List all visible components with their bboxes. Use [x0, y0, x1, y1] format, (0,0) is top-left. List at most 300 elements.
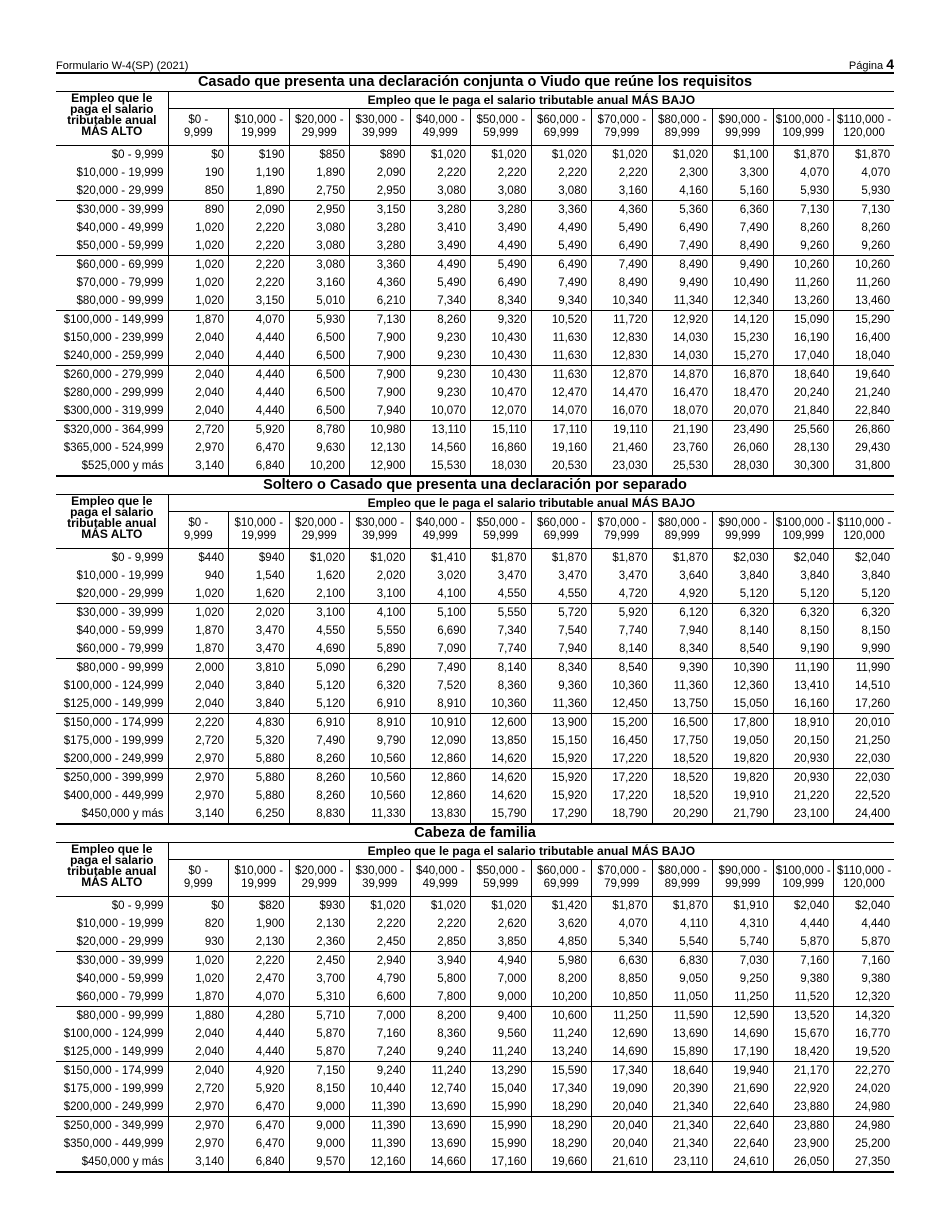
table-cell: 9,340 [531, 292, 592, 311]
table-cell: 2,040 [168, 695, 229, 714]
table-cell: 20,150 [773, 732, 834, 750]
table-cell: 13,520 [773, 1007, 834, 1026]
table-cell: 3,160 [592, 182, 653, 201]
table-cell: 4,100 [410, 585, 471, 604]
table-cell: 7,130 [350, 311, 411, 330]
table-cell: 14,560 [410, 439, 471, 457]
table-cell: 11,240 [531, 1025, 592, 1043]
table-cell: $1,020 [410, 146, 471, 165]
table-cell: 8,340 [652, 640, 713, 659]
table-cell: 14,120 [713, 311, 774, 330]
table-cell: $2,040 [854, 552, 891, 564]
column-header [834, 512, 895, 549]
column-header-line: $80,000 - [657, 517, 707, 529]
table-cell: 2,970 [168, 769, 229, 788]
column-header-line: 9,999 [183, 878, 213, 890]
table-cell: 9,050 [652, 970, 713, 988]
table-cell: 4,550 [471, 585, 532, 604]
column-header [713, 109, 774, 146]
table-cell: 4,110 [652, 915, 713, 933]
column-header-line: $80,000 - [657, 114, 707, 126]
table-cell: $930 [289, 897, 350, 916]
table-cell: 15,530 [410, 457, 471, 476]
page-header [56, 54, 894, 74]
row-label: $60,000 - 79,999 [56, 988, 168, 1007]
table-row [56, 219, 894, 237]
row-label: $400,000 - 449,999 [56, 787, 168, 805]
table-cell: 12,830 [592, 329, 653, 347]
table-cell: 8,260 [289, 750, 350, 769]
row-label: $125,000 - 149,999 [56, 695, 168, 714]
table-cell: 8,260 [773, 219, 834, 237]
table-cell: 18,290 [531, 1117, 592, 1136]
column-header [531, 860, 592, 897]
table-cell: 13,410 [773, 677, 834, 695]
table-cell: 7,340 [410, 292, 471, 311]
table-cell: 8,150 [289, 1080, 350, 1098]
table-row [56, 1098, 894, 1117]
table-cell: 10,490 [713, 274, 774, 292]
table-cell: 7,150 [289, 1062, 350, 1081]
column-header-line: 99,999 [725, 878, 761, 890]
table-cell: 2,970 [168, 750, 229, 769]
table-cell: 6,470 [229, 1117, 290, 1136]
column-header-line: 19,999 [241, 530, 277, 542]
table-row [56, 1062, 894, 1081]
table-cell: $190 [229, 146, 290, 165]
table-cell: 4,490 [410, 256, 471, 275]
table-cell: 6,910 [289, 714, 350, 733]
table-cell: 3,700 [289, 970, 350, 988]
row-label: $10,000 - 19,999 [56, 915, 168, 933]
table-cell: 14,620 [471, 750, 532, 769]
table-cell: 12,860 [410, 769, 471, 788]
table-row [56, 347, 894, 366]
table-cell: 5,490 [410, 274, 471, 292]
table-cell: 11,250 [713, 988, 774, 1007]
table-cell: 18,070 [652, 402, 713, 421]
table-cell: 18,910 [773, 714, 834, 733]
header-row-top [56, 495, 894, 512]
table-cell: 9,260 [773, 237, 834, 256]
header-row-columns [56, 512, 894, 549]
table-cell: 4,440 [229, 384, 290, 402]
table-cell: 10,200 [289, 457, 350, 476]
table-cell: 14,620 [471, 787, 532, 805]
table-cell: 7,490 [592, 256, 653, 275]
table-cell: 2,090 [229, 201, 290, 220]
table-cell: 7,800 [410, 988, 471, 1007]
table-cell: 6,840 [229, 457, 290, 476]
table-cell: 24,020 [854, 1083, 891, 1095]
table-cell: 2,220 [168, 714, 229, 733]
table-cell: 7,520 [410, 677, 471, 695]
row-label: $525,000 y más [56, 457, 168, 476]
table-cell: 10,440 [350, 1080, 411, 1098]
table-cell: 2,100 [289, 585, 350, 604]
table-cell: 17,220 [592, 750, 653, 769]
table-cell: 6,490 [592, 237, 653, 256]
table-cell: 2,940 [350, 952, 411, 971]
table-cell: 5,010 [289, 292, 350, 311]
column-header-line: 9,999 [183, 127, 213, 139]
row-label: $60,000 - 69,999 [56, 256, 168, 275]
table-cell: 7,240 [350, 1043, 411, 1062]
table-cell: 4,790 [350, 970, 411, 988]
table-cell: 8,140 [713, 622, 774, 640]
table-cell: 23,880 [773, 1098, 834, 1117]
table-cell: 12,470 [531, 384, 592, 402]
table-row [56, 585, 894, 604]
table-cell: 11,390 [350, 1135, 411, 1153]
table-cell: 9,560 [471, 1025, 532, 1043]
column-header-line: 69,999 [543, 127, 579, 139]
table-cell: $890 [350, 146, 411, 165]
table-cell: 5,870 [289, 1025, 350, 1043]
table-cell: 7,540 [531, 622, 592, 640]
table-cell: 6,830 [652, 952, 713, 971]
row-header-title [56, 495, 168, 549]
table-cell: 3,840 [773, 567, 834, 585]
row-header-line: MÁS ALTO [81, 527, 143, 541]
column-header-line: $20,000 - [294, 114, 344, 126]
table-cell: 14,660 [410, 1153, 471, 1172]
table-cell: 5,880 [229, 787, 290, 805]
table-cell: 20,390 [652, 1080, 713, 1098]
table-cell: 2,220 [592, 164, 653, 182]
table-cell: 10,560 [350, 787, 411, 805]
row-header-line: tributable anual [67, 864, 157, 878]
row-label: $240,000 - 259,999 [56, 347, 168, 366]
table-cell: 2,040 [168, 366, 229, 385]
table-title: Casado que presenta una declaración conjunta o Viudo que reúne los requisitos [56, 74, 894, 92]
table-cell: 10,910 [410, 714, 471, 733]
table-cell: 17,340 [592, 1062, 653, 1081]
table-row [56, 750, 894, 769]
table-cell: 15,200 [592, 714, 653, 733]
table-cell: 4,720 [592, 585, 653, 604]
table-cell: 21,170 [773, 1062, 834, 1081]
table-cell: 2,000 [168, 659, 229, 678]
table-cell: 3,490 [410, 237, 471, 256]
table-cell: 850 [168, 182, 229, 201]
table-cell: 6,320 [773, 604, 834, 623]
table-row [56, 384, 894, 402]
table-cell: 16,190 [773, 329, 834, 347]
table-cell: 4,440 [229, 402, 290, 421]
table-cell: 4,440 [773, 915, 834, 933]
table-cell: 7,000 [350, 1007, 411, 1026]
header-row-top [56, 843, 894, 860]
table-cell: 12,600 [471, 714, 532, 733]
table-cell: 4,440 [229, 1025, 290, 1043]
row-label: $280,000 - 299,999 [56, 384, 168, 402]
table-cell: $1,870 [471, 549, 532, 568]
table-cell: 3,080 [289, 256, 350, 275]
table-title: Cabeza de familia [56, 825, 894, 843]
table-cell: 4,070 [229, 311, 290, 330]
table-cell: 2,750 [289, 182, 350, 201]
header-row-columns [56, 860, 894, 897]
table-cell: $1,420 [531, 897, 592, 916]
table-cell: 7,090 [410, 640, 471, 659]
table-cell: 9,190 [773, 640, 834, 659]
table-cell: 17,040 [773, 347, 834, 366]
table-cell: 6,500 [289, 347, 350, 366]
table-cell: $1,410 [410, 549, 471, 568]
table-row [56, 1007, 894, 1026]
table-row [56, 659, 894, 678]
table-cell: 15,230 [713, 329, 774, 347]
table-cell: 9,000 [289, 1135, 350, 1153]
table-cell: 18,290 [531, 1135, 592, 1153]
table-row [56, 695, 894, 714]
table-cell: 1,870 [168, 622, 229, 640]
table-cell: 26,060 [713, 439, 774, 457]
table-cell: 8,340 [471, 292, 532, 311]
column-header [350, 860, 411, 897]
row-header-line: Empleo que le [71, 91, 153, 105]
table-cell: 6,490 [471, 274, 532, 292]
table-cell: 5,870 [289, 1043, 350, 1062]
table-cell: 6,320 [834, 604, 895, 623]
table-cell: 6,910 [350, 695, 411, 714]
table-row [56, 164, 894, 182]
table-row [56, 915, 894, 933]
table-cell: 25,530 [652, 457, 713, 476]
table-cell: 11,990 [834, 659, 895, 678]
row-label: $250,000 - 399,999 [56, 769, 168, 788]
table-cell: 21,790 [713, 805, 774, 824]
table-cell: 10,980 [350, 421, 411, 440]
table-cell: 17,750 [652, 732, 713, 750]
table-cell: 9,230 [410, 347, 471, 366]
column-header-line: 120,000 [843, 127, 885, 139]
table-cell: 9,230 [410, 366, 471, 385]
table-cell: 8,490 [592, 274, 653, 292]
table-cell: 2,220 [229, 952, 290, 971]
table-cell: 23,880 [773, 1117, 834, 1136]
column-header-line: $40,000 - [415, 517, 465, 529]
table-cell: 20,930 [773, 750, 834, 769]
table-cell: 3,140 [168, 1153, 229, 1172]
row-label: $150,000 - 174,999 [56, 714, 168, 733]
table-cell: 3,100 [350, 585, 411, 604]
table-cell: 8,150 [773, 622, 834, 640]
row-label: $350,000 - 449,999 [56, 1135, 168, 1153]
table-cell: $440 [168, 549, 229, 568]
row-header-line: paga el salario [70, 853, 154, 867]
table-cell: 2,450 [350, 933, 411, 952]
table-cell: 15,290 [834, 311, 895, 330]
table-cell: 5,120 [861, 588, 891, 600]
table-cell: 27,350 [834, 1153, 895, 1172]
table-cell: 7,740 [592, 622, 653, 640]
table-cell: 8,260 [289, 787, 350, 805]
table-cell: 8,360 [410, 1025, 471, 1043]
table-cell: 12,920 [652, 311, 713, 330]
table-cell: 13,690 [410, 1135, 471, 1153]
table-cell: 11,390 [350, 1098, 411, 1117]
table-cell: 2,040 [168, 1025, 229, 1043]
row-label: $100,000 - 124,999 [56, 677, 168, 695]
table-cell: 6,290 [350, 659, 411, 678]
table-cell: 19,160 [531, 439, 592, 457]
table-cell: 3,840 [861, 570, 891, 582]
table-cell: 2,970 [168, 439, 229, 457]
column-header-line: $70,000 - [597, 517, 647, 529]
table-row [56, 640, 894, 659]
table-cell: 12,360 [713, 677, 774, 695]
table-cell: $1,020 [289, 549, 350, 568]
table-cell: 5,320 [229, 732, 290, 750]
table-cell: 4,360 [350, 274, 411, 292]
column-header [531, 109, 592, 146]
table-cell: 18,520 [652, 787, 713, 805]
table-cell: 24,400 [834, 805, 895, 824]
table-cell: 12,690 [592, 1025, 653, 1043]
table-row [56, 897, 894, 916]
table-cell: 22,270 [834, 1062, 895, 1081]
table-cell: 4,070 [861, 167, 891, 179]
table-cell: 18,040 [854, 350, 891, 362]
column-header [410, 512, 471, 549]
table-cell: 11,360 [652, 677, 713, 695]
table-cell: 2,220 [350, 915, 411, 933]
table-cell: 5,920 [229, 421, 290, 440]
table-cell: 11,240 [410, 1062, 471, 1081]
table-cell: 22,840 [854, 405, 891, 417]
table-cell: 5,490 [471, 256, 532, 275]
table-cell: 20,040 [592, 1117, 653, 1136]
table-cell: 18,640 [652, 1062, 713, 1081]
column-header [289, 109, 350, 146]
row-label: $150,000 - 174,999 [56, 1062, 168, 1081]
table-cell: 28,030 [713, 457, 774, 476]
table-cell: 5,930 [773, 182, 834, 201]
table-cell: 1,540 [229, 567, 290, 585]
table-row [56, 1153, 894, 1172]
column-header [592, 109, 653, 146]
table-cell: 11,190 [773, 659, 834, 678]
column-header [773, 860, 834, 897]
table-cell: 5,360 [652, 201, 713, 220]
table-cell: 4,490 [471, 237, 532, 256]
table-cell: 8,260 [410, 311, 471, 330]
table-cell: 7,490 [289, 732, 350, 750]
table-cell: 8,540 [713, 640, 774, 659]
column-header [471, 512, 532, 549]
table-cell: 10,560 [350, 750, 411, 769]
row-label: $100,000 - 149,999 [56, 311, 168, 330]
column-header-line: 59,999 [483, 530, 519, 542]
row-header-line: paga el salario [70, 102, 154, 116]
table-cell: 3,080 [410, 182, 471, 201]
table-cell: 6,490 [652, 219, 713, 237]
table-cell: 14,690 [713, 1025, 774, 1043]
table-cell: 5,120 [713, 585, 774, 604]
column-header [834, 860, 895, 897]
table-cell: 3,840 [713, 567, 774, 585]
table-cell: 13,460 [854, 295, 891, 307]
table-cell: 17,190 [713, 1043, 774, 1062]
table-cell: 9,360 [531, 677, 592, 695]
table-row [56, 549, 894, 568]
table-cell: 1,870 [168, 311, 229, 330]
table-cell: $1,870 [531, 549, 592, 568]
table-cell: 6,360 [713, 201, 774, 220]
table-cell: 2,470 [229, 970, 290, 988]
table-cell: 7,940 [531, 640, 592, 659]
table-cell: $1,910 [713, 897, 774, 916]
table-cell: 3,470 [471, 567, 532, 585]
table-cell: 15,110 [471, 421, 532, 440]
table-cell: 16,860 [471, 439, 532, 457]
column-header-line: $110,000 - [837, 865, 892, 877]
table-cell: $1,870 [854, 149, 891, 161]
column-header-line: 29,999 [301, 530, 337, 542]
table-cell: 12,870 [592, 366, 653, 385]
column-header [713, 860, 774, 897]
table-cell: 22,030 [854, 753, 891, 765]
table-cell: 1,020 [168, 274, 229, 292]
row-label: $175,000 - 199,999 [56, 732, 168, 750]
row-header-line: MÁS ALTO [81, 875, 143, 889]
column-header-line: $40,000 - [415, 114, 465, 126]
table-cell: 3,810 [229, 659, 290, 678]
table-row [56, 933, 894, 952]
table-row [56, 256, 894, 275]
table-cell: 15,990 [471, 1117, 532, 1136]
column-header [410, 109, 471, 146]
table-cell: 1,020 [168, 585, 229, 604]
table-cell: 11,340 [652, 292, 713, 311]
column-header-line: 99,999 [725, 127, 761, 139]
table-cell: 19,640 [834, 366, 895, 385]
table-cell: 9,240 [350, 1062, 411, 1081]
table-cell: 19,090 [592, 1080, 653, 1098]
table-cell: $1,870 [652, 897, 713, 916]
table-cell: 5,550 [350, 622, 411, 640]
table-cell: 2,950 [350, 182, 411, 201]
column-header-line: $30,000 - [355, 517, 405, 529]
table-cell: 6,470 [229, 1135, 290, 1153]
column-header [471, 109, 532, 146]
table-cell: 7,940 [652, 622, 713, 640]
table-cell: 11,390 [350, 1117, 411, 1136]
table-cell: 14,070 [531, 402, 592, 421]
row-label: $40,000 - 59,999 [56, 622, 168, 640]
table-cell: 21,840 [773, 402, 834, 421]
table-cell: 2,950 [289, 201, 350, 220]
column-header-line: $50,000 - [476, 517, 526, 529]
table-row [56, 274, 894, 292]
table-cell: 5,160 [713, 182, 774, 201]
table-cell: 1,620 [229, 585, 290, 604]
table-cell: 940 [168, 567, 229, 585]
table-cell: 19,820 [713, 769, 774, 788]
table-cell: 5,120 [289, 677, 350, 695]
column-header [350, 512, 411, 549]
table-cell: 11,630 [531, 347, 592, 366]
table-cell: 11,330 [350, 805, 411, 824]
table-cell: 6,500 [289, 366, 350, 385]
row-label: $20,000 - 29,999 [56, 182, 168, 201]
table-cell: $940 [229, 549, 290, 568]
table-cell: 19,110 [592, 421, 653, 440]
table-cell: 16,770 [854, 1028, 891, 1040]
column-header-line: 59,999 [483, 127, 519, 139]
